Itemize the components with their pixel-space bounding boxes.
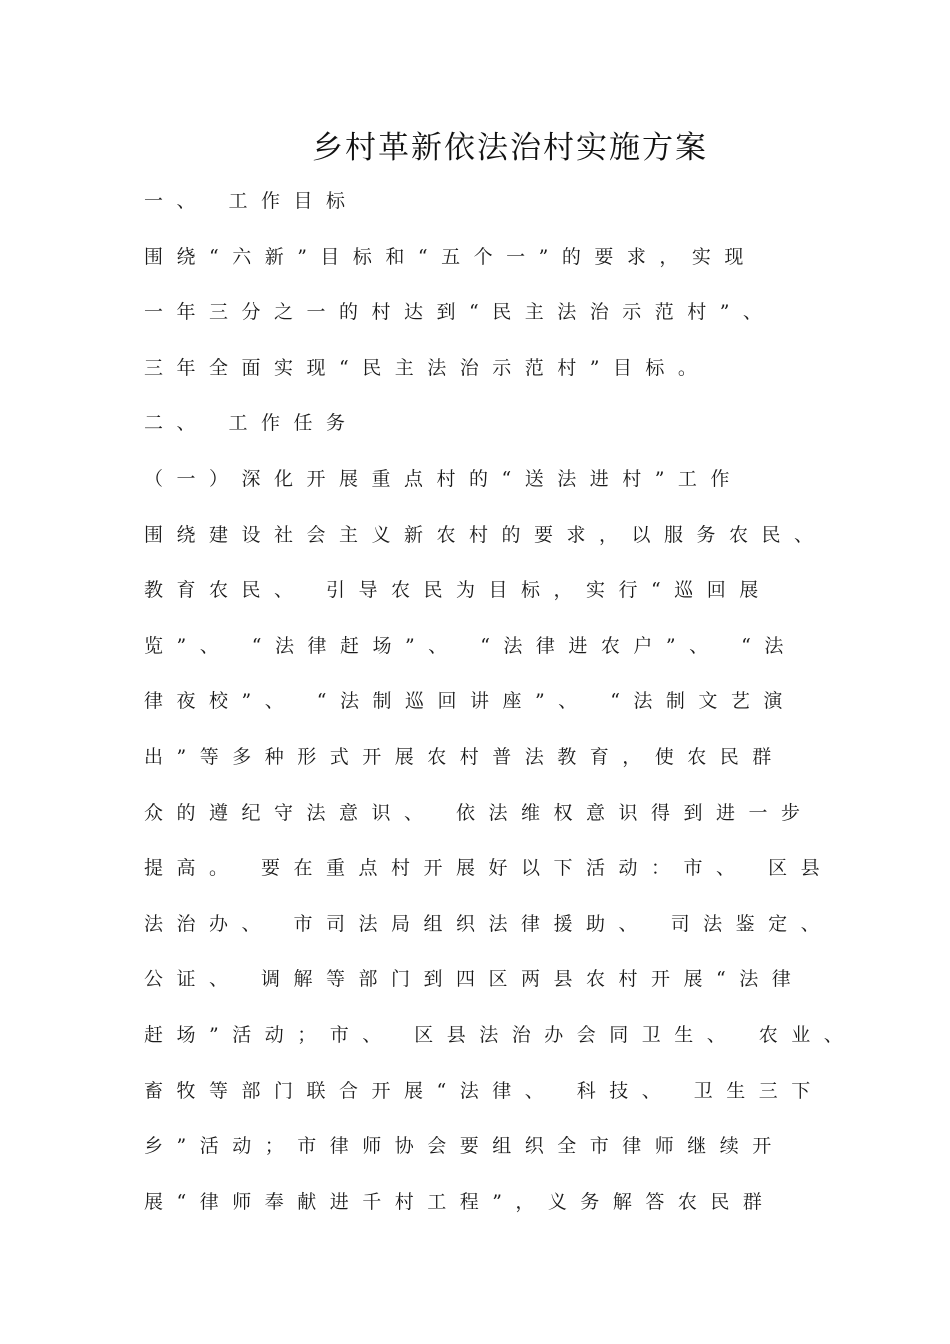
paragraph-line: 律夜校”、 “法制巡回讲座”、 “法制文艺演 bbox=[144, 690, 796, 713]
paragraph-line: 围绕“六新”目标和“五个一”的要求，实现 bbox=[144, 245, 757, 268]
document-title: 乡村革新依法治村实施方案 bbox=[312, 130, 708, 166]
paragraph-line: 出”等多种形式开展农村普法教育，使农民群 bbox=[144, 745, 785, 768]
paragraph-line: 乡”活动；市律师协会要组织全市律师继续开 bbox=[144, 1135, 785, 1158]
paragraph-line: 三年全面实现“民主法治示范村”目标。 bbox=[144, 356, 711, 379]
section-heading: 二、 工作任务 bbox=[144, 412, 359, 435]
section-heading: 一、 工作目标 bbox=[144, 190, 359, 212]
subsection-heading: （一）深化开展重点村的“送法进村”工作 bbox=[144, 467, 743, 490]
paragraph-line: 畜牧等部门联合开展“法律、 科技、 卫生三下 bbox=[144, 1079, 824, 1102]
paragraph-line: 教育农民、 引导农民为目标，实行“巡回展 bbox=[144, 579, 772, 602]
paragraph-line: 提高。 要在重点村开展好以下活动：市、 区县 bbox=[144, 857, 834, 880]
paragraph-line: 览”、 “法律赶场”、 “法律进农户”、 “法 bbox=[144, 634, 797, 657]
paragraph-line: 众的遵纪守法意识、 依法维权意识得到进一步 bbox=[144, 801, 814, 824]
paragraph-line: 展“律师奉献进千村工程”，义务解答农民群 bbox=[144, 1190, 776, 1213]
paragraph-line: 围绕建设社会主义新农村的要求，以服务农民、 bbox=[144, 523, 827, 546]
paragraph-line: 一年三分之一的村达到“民主法治示范村”、 bbox=[144, 301, 776, 324]
document-body bbox=[144, 186, 864, 1242]
paragraph-line: 公证、 调解等部门到四区两县农村开展“法律 bbox=[144, 968, 805, 991]
paragraph-line: 赶场”活动；市、 区县法治办会同卫生、 农业、 bbox=[144, 1023, 857, 1046]
paragraph-line: 法治办、 市司法局组织法律援助、 司法鉴定、 bbox=[144, 912, 834, 935]
